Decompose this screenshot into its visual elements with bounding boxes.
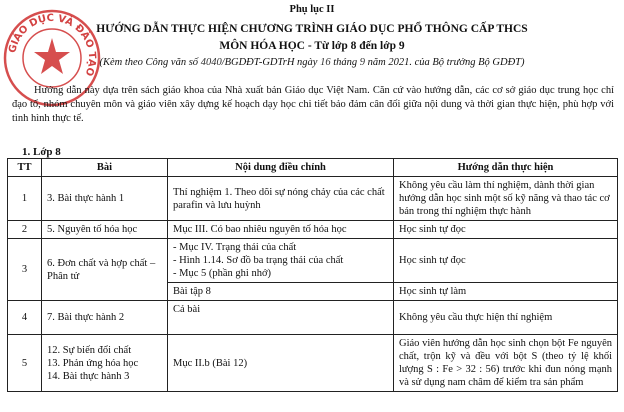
decision-month: 9 xyxy=(359,57,366,68)
row-guide: Không yêu cầu thực hiện thí nghiệm xyxy=(394,301,618,335)
row-guide: Học sinh tự đọc xyxy=(394,221,618,239)
row-content: Cả bài xyxy=(168,301,394,335)
decision-month-label: tháng xyxy=(330,57,360,68)
row-tt: 3 xyxy=(8,239,42,301)
table-row xyxy=(8,301,618,335)
header-tt: TT xyxy=(8,159,42,177)
row-tt: 5 xyxy=(8,335,42,392)
row-tt: 1 xyxy=(8,177,42,221)
table-row xyxy=(8,221,618,239)
header-content: Nội dung điều chỉnh xyxy=(168,159,394,177)
row-guide: Học sinh tự đọc xyxy=(394,239,618,283)
table-row xyxy=(8,177,618,221)
content-item: - Mục IV. Trạng thái của chất xyxy=(173,242,297,253)
row-content: Mục II.b (Bài 12) xyxy=(168,335,394,392)
decision-number: 4040 xyxy=(200,57,222,68)
lesson-line: 13. Phản ứng hóa học xyxy=(47,357,139,369)
row-content: Bài tập 8 xyxy=(168,283,394,301)
document-title: HƯỚNG DẪN THỰC HIỆN CHƯƠNG TRÌNH GIÁO DỤC PHỔ THÔNG CẤP THCS xyxy=(96,23,528,35)
decision-reference xyxy=(0,57,624,68)
adjustment-table xyxy=(7,158,618,392)
row-lesson: 3. Bài thực hành 1 xyxy=(42,177,168,221)
row-guide: Giáo viên hướng dẫn học sinh chọn bột Fe nguyên chất, trộn kỹ và đều với bột S (theo tỷ lệ khối lượng S : Fe > 32 : 56) trước khi đun nóng mạnh và sử dụng nam châm để kiểm tra sản phẩm xyxy=(394,335,618,392)
lesson-line: 14. Bài thực hành 3 xyxy=(47,370,130,382)
table-row xyxy=(8,335,618,392)
table-header-row xyxy=(8,159,618,177)
section-title: 1. Lớp 8 xyxy=(22,146,61,158)
appendix-label: Phụ lục II xyxy=(289,4,335,15)
row-guide: Học sinh tự làm xyxy=(394,283,618,301)
row-content: Thí nghiệm 1. Theo dõi sự nóng chảy của các chất parafin và lưu huỳnh xyxy=(168,177,394,221)
lesson-line: 12. Sự biến đổi chất xyxy=(47,344,132,356)
row-tt: 2 xyxy=(8,221,42,239)
decision-day: 16 xyxy=(320,57,331,68)
row-tt: 4 xyxy=(8,301,42,335)
decision-suffix: năm 2021. của Bộ trưởng Bộ GDĐT) xyxy=(365,57,525,68)
intro-paragraph: Hướng dẫn này dựa trên sách giáo khoa của Nhà xuất bản Giáo dục Việt Nam. Căn cứ vào hướng dẫn, các cơ sở giáo dục trung học chỉ đạo tổ, nhóm chuyên môn và giáo viên xây dựng kế hoạch dạy học chi tiết bảo đảm cân đối giữa nội dung và thời gian thực hiện, phù hợp với tình hình thực tế. xyxy=(12,85,614,124)
row-guide: Không yêu cầu làm thí nghiệm, dành thời gian hướng dẫn học sinh một số kỹ năng và thao tác cơ bản trong thí nghiệm thực hành xyxy=(394,177,618,221)
decision-mid: /BGDĐT-GDTrH ngày xyxy=(221,57,321,68)
row-lesson: 5. Nguyên tố hóa học xyxy=(42,221,168,239)
header-lesson: Bài xyxy=(42,159,168,177)
row-content xyxy=(168,239,394,283)
content-item: - Hình 1.14. Sơ đồ ba trạng thái của chất xyxy=(173,255,344,266)
seal-ring-text: GIÁO DỤC VÀ ĐÀO TẠO xyxy=(7,12,98,78)
header-guide: Hướng dẫn thực hiện xyxy=(394,159,618,177)
row-lesson: 6. Đơn chất và hợp chất – Phân tử xyxy=(42,239,168,301)
document-subtitle: MÔN HÓA HỌC - Từ lớp 8 đến lớp 9 xyxy=(219,40,405,52)
row-lesson xyxy=(42,335,168,392)
table-row xyxy=(8,239,618,283)
decision-prefix: (Kèm theo Công văn số xyxy=(99,57,201,68)
row-content: Mục III. Có bao nhiêu nguyên tố hóa học xyxy=(168,221,394,239)
content-item: - Mục 5 (phần ghi nhớ) xyxy=(173,268,271,279)
row-lesson: 7. Bài thực hành 2 xyxy=(42,301,168,335)
